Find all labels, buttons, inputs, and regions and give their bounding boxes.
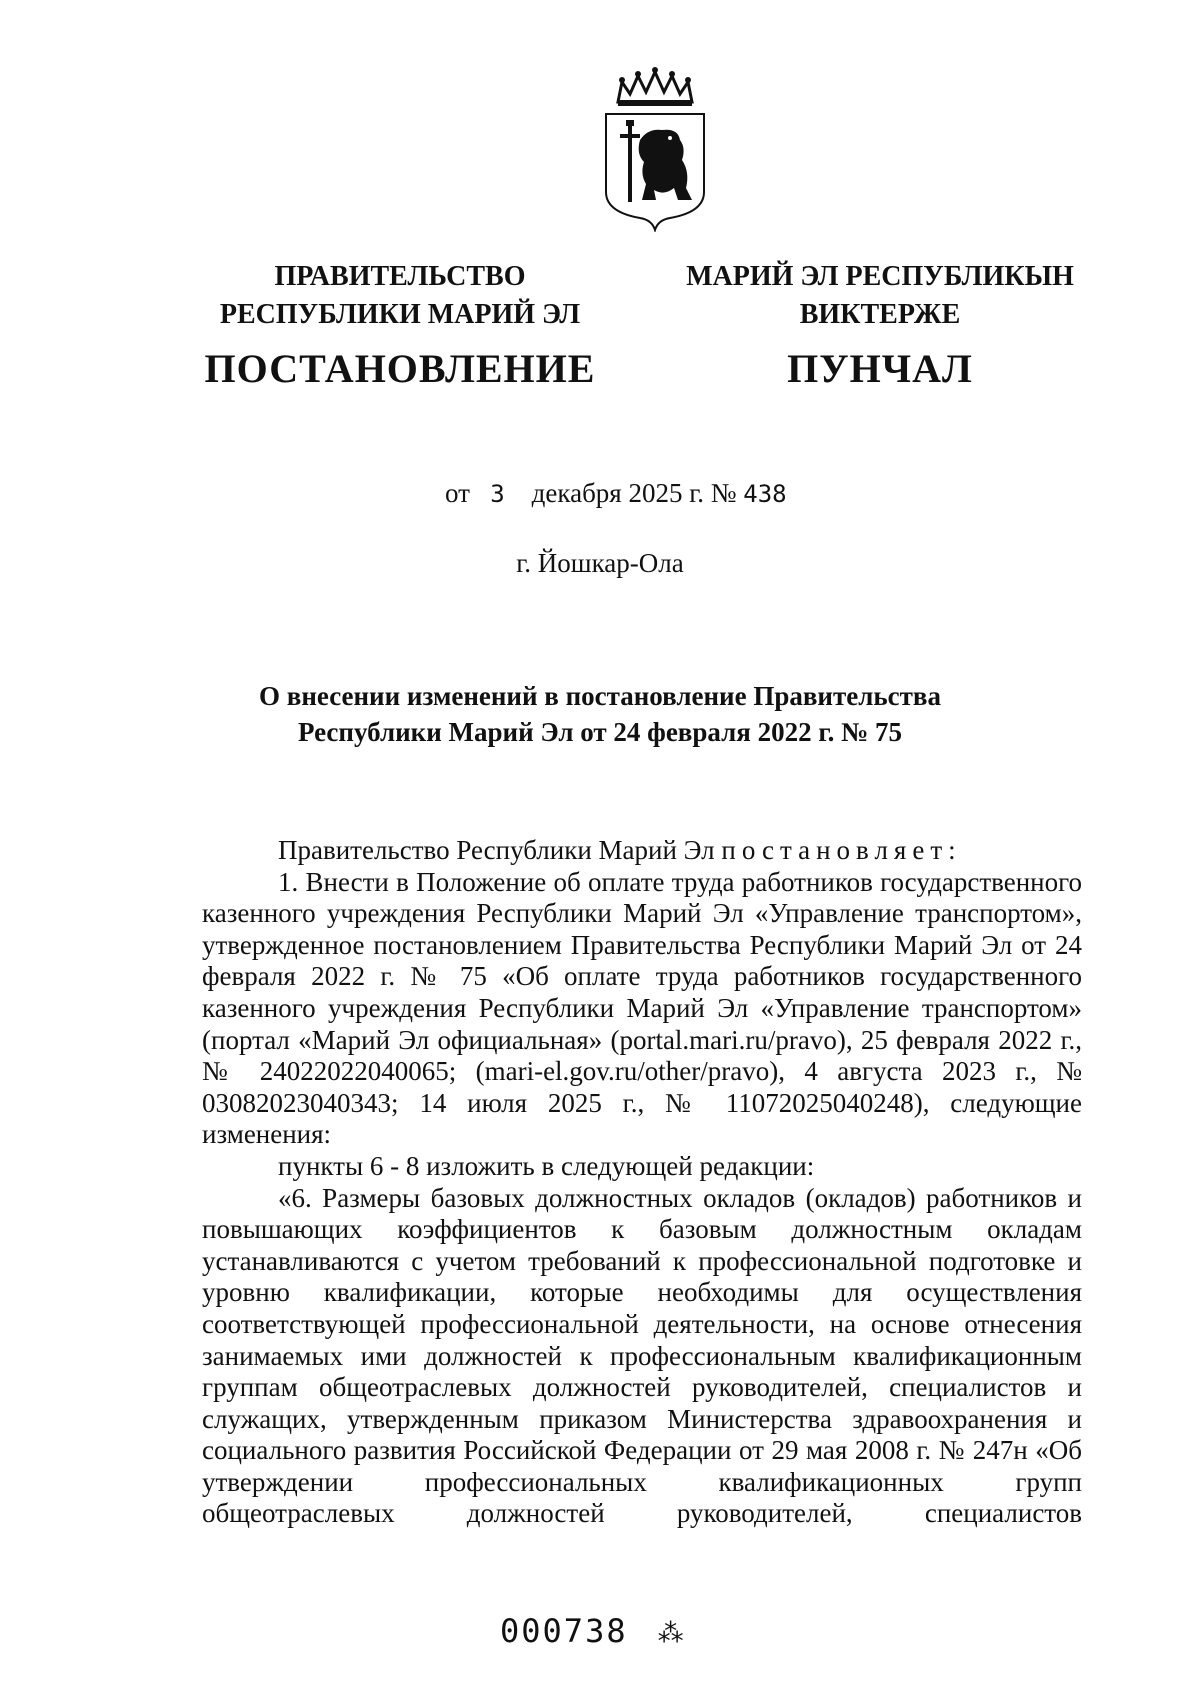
intro-prefix: Правительство Республики Марий Эл xyxy=(278,835,722,865)
ornament-mark: ⁂ xyxy=(657,1619,686,1649)
intro-paragraph xyxy=(202,835,1082,867)
document-body xyxy=(202,835,1082,1530)
title-line1: О внесении изменений в постановление Правительства xyxy=(259,681,941,711)
header-left-title: ПОСТАНОВЛЕНИЕ xyxy=(204,346,596,391)
date-day: 3 xyxy=(490,480,505,508)
date-month-year: декабря 2025 г. № xyxy=(531,478,737,508)
header-right-line2: ВИКТЕРЖЕ xyxy=(799,299,961,330)
coat-of-arms-icon xyxy=(600,62,710,232)
serial-number: 000738 xyxy=(500,1612,628,1650)
header-right-title: ПУНЧАЛ xyxy=(787,346,973,391)
title-line2: Республики Марий Эл от 24 февраля 2022 г. № 75 xyxy=(297,717,902,747)
document-title xyxy=(100,678,1100,750)
document-number: 438 xyxy=(743,480,787,508)
paragraph-2: пункты 6 - 8 изложить в следующей редакции: xyxy=(278,1150,815,1181)
paragraph-3: «6. Размеры базовых должностных окладов (окладов) работников и повышающих коэффициентов к базовым должностным окладам устанавливаются с учетом требований к профессиональной подготовке и уровню квалификации, которые необходимы для осуществления соответствующей профессиональной деятельности, на основе отнесения занимаемых ими должностей к профессиональным квалификационным группам общеотраслевых должностей руководителей, специалистов и служащих, утвержденным приказом Министерства здравоохранения и социального развития Российской Федерации от 29 мая 2008 г. № 247н «Об утверждении профессиональных квалификационных групп общеотраслевых должностей руководителей, специалистов xyxy=(202,1182,1082,1529)
header-right xyxy=(660,258,1100,392)
intro-decree-word: постановляет: xyxy=(721,835,962,865)
paragraph-1: 1. Внести в Положение об оплате труда работников государственного казенного учреждения Республики Марий Эл «Управление транспортом», утвержденное постановлением Правительства Республики Марий Эл от 24 февраля 2022 г. № 75 «Об оплате труда работников государственного казенного учреждения Республики Марий Эл «Управление транспортом» (портал «Марий Эл официальная» (portal.mari.ru/pravo), 25 февраля 2022 г., № 24022022040065; (mari-el.gov.ru/other/pravo), 4 августа 2023 г., № 03082023040343; 14 июля 2025 г., № 11072025040248), следующие изменения: xyxy=(202,866,1082,1150)
header-right-line1: МАРИЙ ЭЛ РЕСПУБЛИКЫН xyxy=(686,261,1074,292)
footer-serial xyxy=(500,1612,686,1650)
header-left xyxy=(200,258,600,392)
document-date-line xyxy=(445,478,787,509)
date-prefix: от xyxy=(445,478,470,508)
city: г. Йошкар-Ола xyxy=(516,548,684,578)
header-left-line1: ПРАВИТЕЛЬСТВО xyxy=(274,261,526,292)
header-left-line2: РЕСПУБЛИКИ МАРИЙ ЭЛ xyxy=(219,299,581,330)
